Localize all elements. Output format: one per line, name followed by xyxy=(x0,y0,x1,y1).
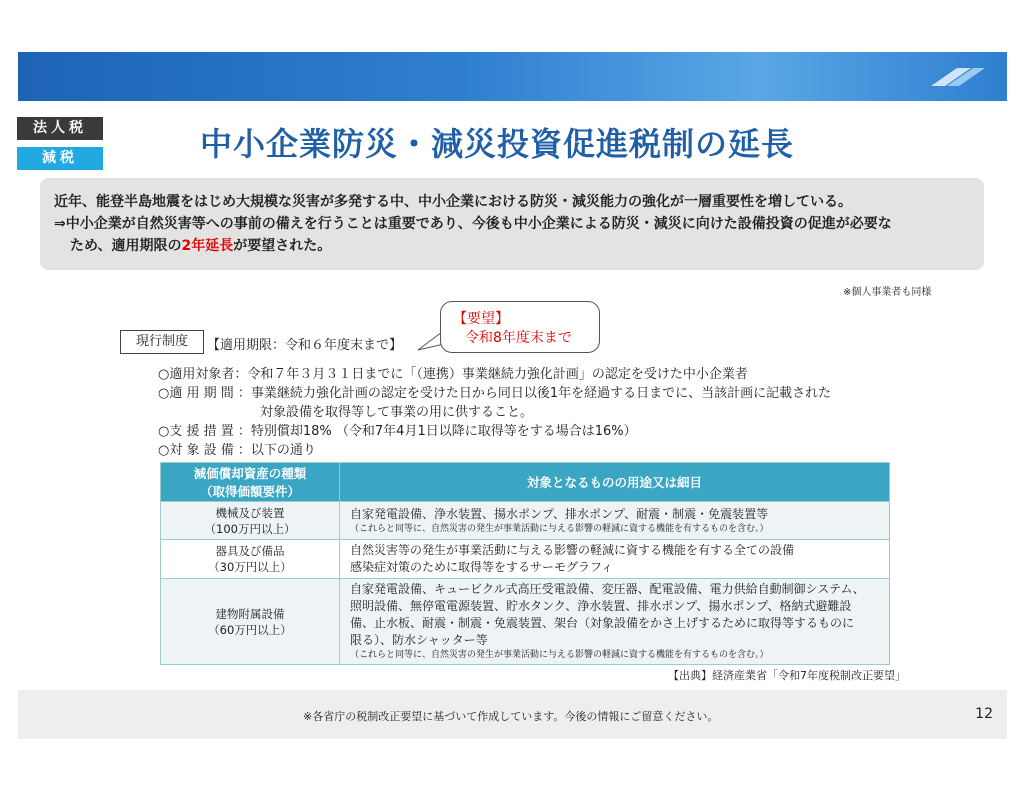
request-value: 令和8年度末まで xyxy=(465,330,572,346)
asset-type-name: 器具及び備品 xyxy=(215,544,285,558)
condition-support: ○支 援 措 置 ：特別償却18% （令和7年4月1日以降に取得等をする場合は16%） xyxy=(158,424,637,439)
header-asset-type-line2: （取得価額要件） xyxy=(199,484,300,499)
condition-target: ○適用対象者：令和７年３月３１日までに「（連携）事業継続力強化計画」の認定を受けた中小企業者 xyxy=(158,367,748,382)
summary-line-2: ⇒中小企業が自然災害等への事前の備えを行うことは重要であり、今後も中小企業による防災・減災に向けた設備投資の促進が必要な xyxy=(54,216,892,232)
footer-bar xyxy=(18,690,1007,739)
row-asset-type xyxy=(161,502,340,540)
row-asset-type xyxy=(161,540,340,579)
row-asset-type xyxy=(161,579,340,665)
condition-period: ○適 用 期 間 ：事業継続力強化計画の認定を受けた日から同日以後1年を経過する日までに、当該計画に記載された xyxy=(158,386,832,401)
condition-period-cont: 対象設備を取得等して事業の用に供すること。 xyxy=(260,405,534,420)
purpose-line: 照明設備、無停電電源装置、貯水タンク、浄水装置、排水ポンプ、揚水ポンプ、格納式避難設 xyxy=(350,599,852,613)
table-row xyxy=(161,540,890,579)
tax-type-tag: 減税 xyxy=(17,147,103,170)
asset-type-name: 建物附属設備 xyxy=(215,606,285,621)
current-system-label: 現行制度 xyxy=(120,330,204,354)
page-title: 中小企業防災・減災投資促進税制の延長 xyxy=(200,125,795,163)
summary-line-3 xyxy=(70,235,331,257)
asset-type-min: （100万円以上） xyxy=(204,521,296,536)
purpose-line: 感染症対策のために取得等をするサーモグラフィ xyxy=(350,560,614,574)
tax-category-tag: 法人税 xyxy=(17,117,103,140)
header-asset-type xyxy=(161,463,340,502)
purpose-line: 自家発電設備、浄水装置、揚水ポンプ、排水ポンプ、耐震・制震・免震装置等 xyxy=(350,506,769,521)
header-asset-type-line1: 減価償却資産の種類 xyxy=(193,466,307,481)
purpose-line: 限る）、防水シャッター等 xyxy=(350,633,488,647)
table-row xyxy=(161,579,890,665)
purpose-note: （これらと同等に、自然災害の発生が事業活動に与える影響の軽減に資する機能を有するものを含む。） xyxy=(350,523,769,534)
purpose-line: 自然災害等の発生が事業活動に与える影響の軽減に資する機能を有する全ての設備 xyxy=(350,543,795,557)
header-purpose: 対象となるものの用途又は細目 xyxy=(340,463,890,502)
row-purpose xyxy=(340,540,890,579)
row-purpose xyxy=(340,502,890,540)
source-citation: 【出典】経済産業省「令和7年度税制改正要望」 xyxy=(668,669,906,682)
logo-stripes-icon xyxy=(927,64,987,88)
request-label: 【要望】 xyxy=(453,311,509,327)
summary-line-3-pre: ため、適用期限の xyxy=(70,238,182,254)
extension-highlight: 2年延長 xyxy=(181,238,234,254)
page-number: 12 xyxy=(975,706,993,722)
summary-line-3-post: が要望された。 xyxy=(233,238,332,254)
footer-note: ※各省庁の税制改正要望に基づいて作成しています。今後の情報にご留意ください。 xyxy=(303,710,719,723)
equipment-table xyxy=(160,462,890,665)
table-header-row xyxy=(161,463,890,502)
row-purpose xyxy=(340,579,890,665)
current-period: 【適用期限：令和６年度末まで】 xyxy=(207,338,403,353)
condition-equipment: ○対 象 設 備 ：以下の通り xyxy=(158,443,316,458)
summary-box xyxy=(40,178,984,270)
summary-line-1: 近年、能登半島地震をはじめ大規模な災害が多発する中、中小企業における防災・減災能力の強化が一層重要性を増している。 xyxy=(54,194,852,210)
purpose-line: 備、止水板、耐震・制震・免震装置、架台（対象設備をかさ上げするために取得等するものに xyxy=(350,616,855,630)
asset-type-min: （60万円以上） xyxy=(208,622,292,637)
purpose-line: 自家発電設備、キュービクル式高圧受電設備、変圧器、配電設備、電力供給自動制御システム、 xyxy=(350,582,865,596)
header-banner xyxy=(18,52,1007,101)
asset-type-min: （30万円以上） xyxy=(208,560,292,574)
purpose-note: （これらと同等に、自然災害の発生が事業活動に与える影響の軽減に資する機能を有するものを含む。） xyxy=(350,650,769,660)
table-row xyxy=(161,502,890,540)
individual-note: ※個人事業者も同様 xyxy=(843,287,932,298)
request-callout xyxy=(440,301,600,353)
asset-type-name: 機械及び装置 xyxy=(215,505,285,520)
